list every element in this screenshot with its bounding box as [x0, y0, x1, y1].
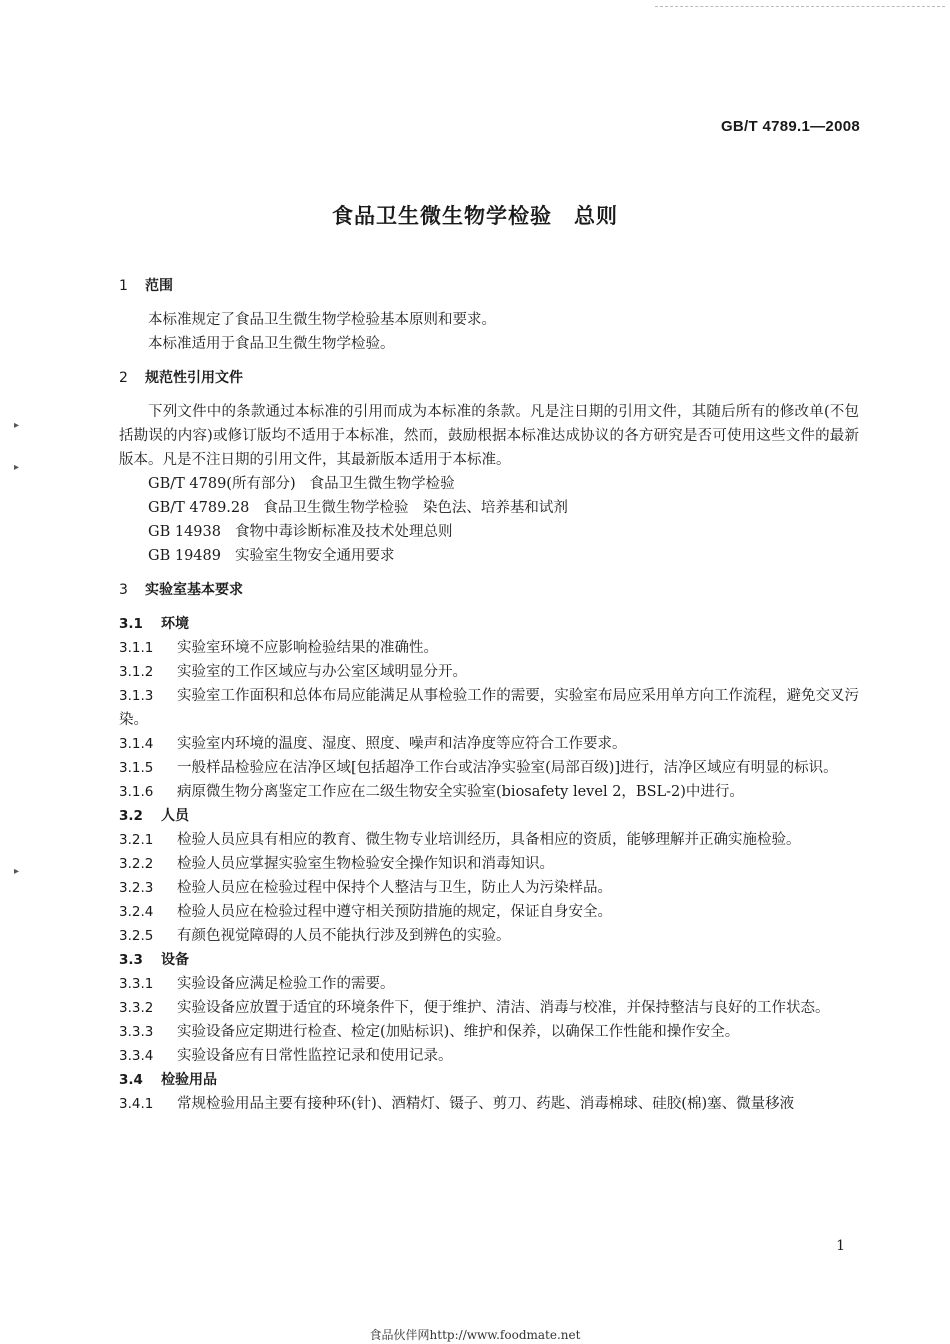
document-title: 食品卫生微生物学检验 总则	[332, 204, 618, 228]
paragraph: 本标准规定了食品卫生微生物学检验基本原则和要求。	[148, 312, 496, 328]
clause: 3.1.3 实验室工作面积和总体布局应能满足从事检验工作的需要，实验室布局应采用单方向工作流程，避免交叉污染。	[119, 688, 859, 728]
subsection-heading: 3.4 检验用品	[119, 1072, 217, 1088]
clause: 3.3.4 实验设备应有日常性监控记录和使用记录。	[119, 1048, 453, 1064]
clause: 3.1.5 一般样品检验应在洁净区域[包括超净工作台或洁净实验室(局部百级)]进行，洁净区域应有明显的标识。	[119, 760, 838, 776]
clause: 3.2.3 检验人员应在检验过程中保持个人整洁与卫生，防止人为污染样品。	[119, 880, 612, 896]
section-heading: 2 规范性引用文件	[119, 370, 243, 386]
document-body	[119, 272, 859, 1116]
footer-watermark: 食品伙伴网http://www.foodmate.net	[369, 1328, 581, 1342]
scan-mark: ▸	[14, 462, 20, 473]
clause: 3.3.1 实验设备应满足检验工作的需要。	[119, 976, 395, 992]
subsection-heading: 3.3 设备	[119, 952, 189, 968]
page-number: 1	[836, 1238, 845, 1254]
standard-number: GB/T 4789.1—2008	[720, 118, 860, 135]
reference-item: GB 19489 实验室生物安全通用要求	[148, 548, 395, 564]
clause: 3.2.4 检验人员应在检验过程中遵守相关预防措施的规定，保证自身安全。	[119, 904, 612, 920]
clause: 3.2.2 检验人员应掌握实验室生物检验安全操作知识和消毒知识。	[119, 856, 554, 872]
reference-item: GB 14938 食物中毒诊断标准及技术处理总则	[148, 524, 453, 540]
subsection-heading: 3.1 环境	[119, 616, 189, 632]
section-heading: 1 范围	[119, 278, 173, 294]
reference-item: GB/T 4789(所有部分) 食品卫生微生物学检验	[148, 476, 455, 492]
clause: 3.3.3 实验设备应定期进行检查、检定(加贴标识)、维护和保养，以确保工作性能和操作安全。	[119, 1024, 740, 1040]
section-heading: 3 实验室基本要求	[119, 582, 243, 598]
scan-mark: ▸	[14, 420, 20, 431]
clause: 3.2.5 有颜色视觉障碍的人员不能执行涉及到辨色的实验。	[119, 928, 511, 944]
scan-mark: ▸	[14, 866, 20, 877]
clause: 3.2.1 检验人员应具有相应的教育、微生物专业培训经历，具备相应的资质，能够理解并正确实施检验。	[119, 832, 801, 848]
clause: 3.3.2 实验设备应放置于适宜的环境条件下，便于维护、清洁、消毒与校准，并保持整洁与良好的工作状态。	[119, 1000, 830, 1016]
clause: 3.1.4 实验室内环境的温度、湿度、照度、噪声和洁净度等应符合工作要求。	[119, 736, 627, 752]
scan-edge-line	[655, 6, 945, 7]
clause: 3.4.1 常规检验用品主要有接种环(针)、酒精灯、镊子、剪刀、药匙、消毒棉球、硅胶(棉)塞、微量移液	[119, 1096, 795, 1112]
reference-item: GB/T 4789.28 食品卫生微生物学检验 染色法、培养基和试剂	[148, 500, 568, 516]
paragraph: 下列文件中的条款通过本标准的引用而成为本标准的条款。凡是注日期的引用文件，其随后所有的修改单(不包括勘误的内容)或修订版均不适用于本标准，然而，鼓励根据本标准达成协议的各方研究是否可使用这些文件的最新版本。凡是不注日期的引用文件，其最新版本适用于本标准。	[119, 404, 859, 468]
clause: 3.1.6 病原微生物分离鉴定工作应在二级生物安全实验室(biosafety level 2，BSL-2)中进行。	[119, 784, 744, 800]
clause: 3.1.2 实验室的工作区域应与办公室区域明显分开。	[119, 664, 467, 680]
subsection-heading: 3.2 人员	[119, 808, 189, 824]
paragraph: 本标准适用于食品卫生微生物学检验。	[148, 336, 395, 352]
clause: 3.1.1 实验室环境不应影响检验结果的准确性。	[119, 640, 438, 656]
